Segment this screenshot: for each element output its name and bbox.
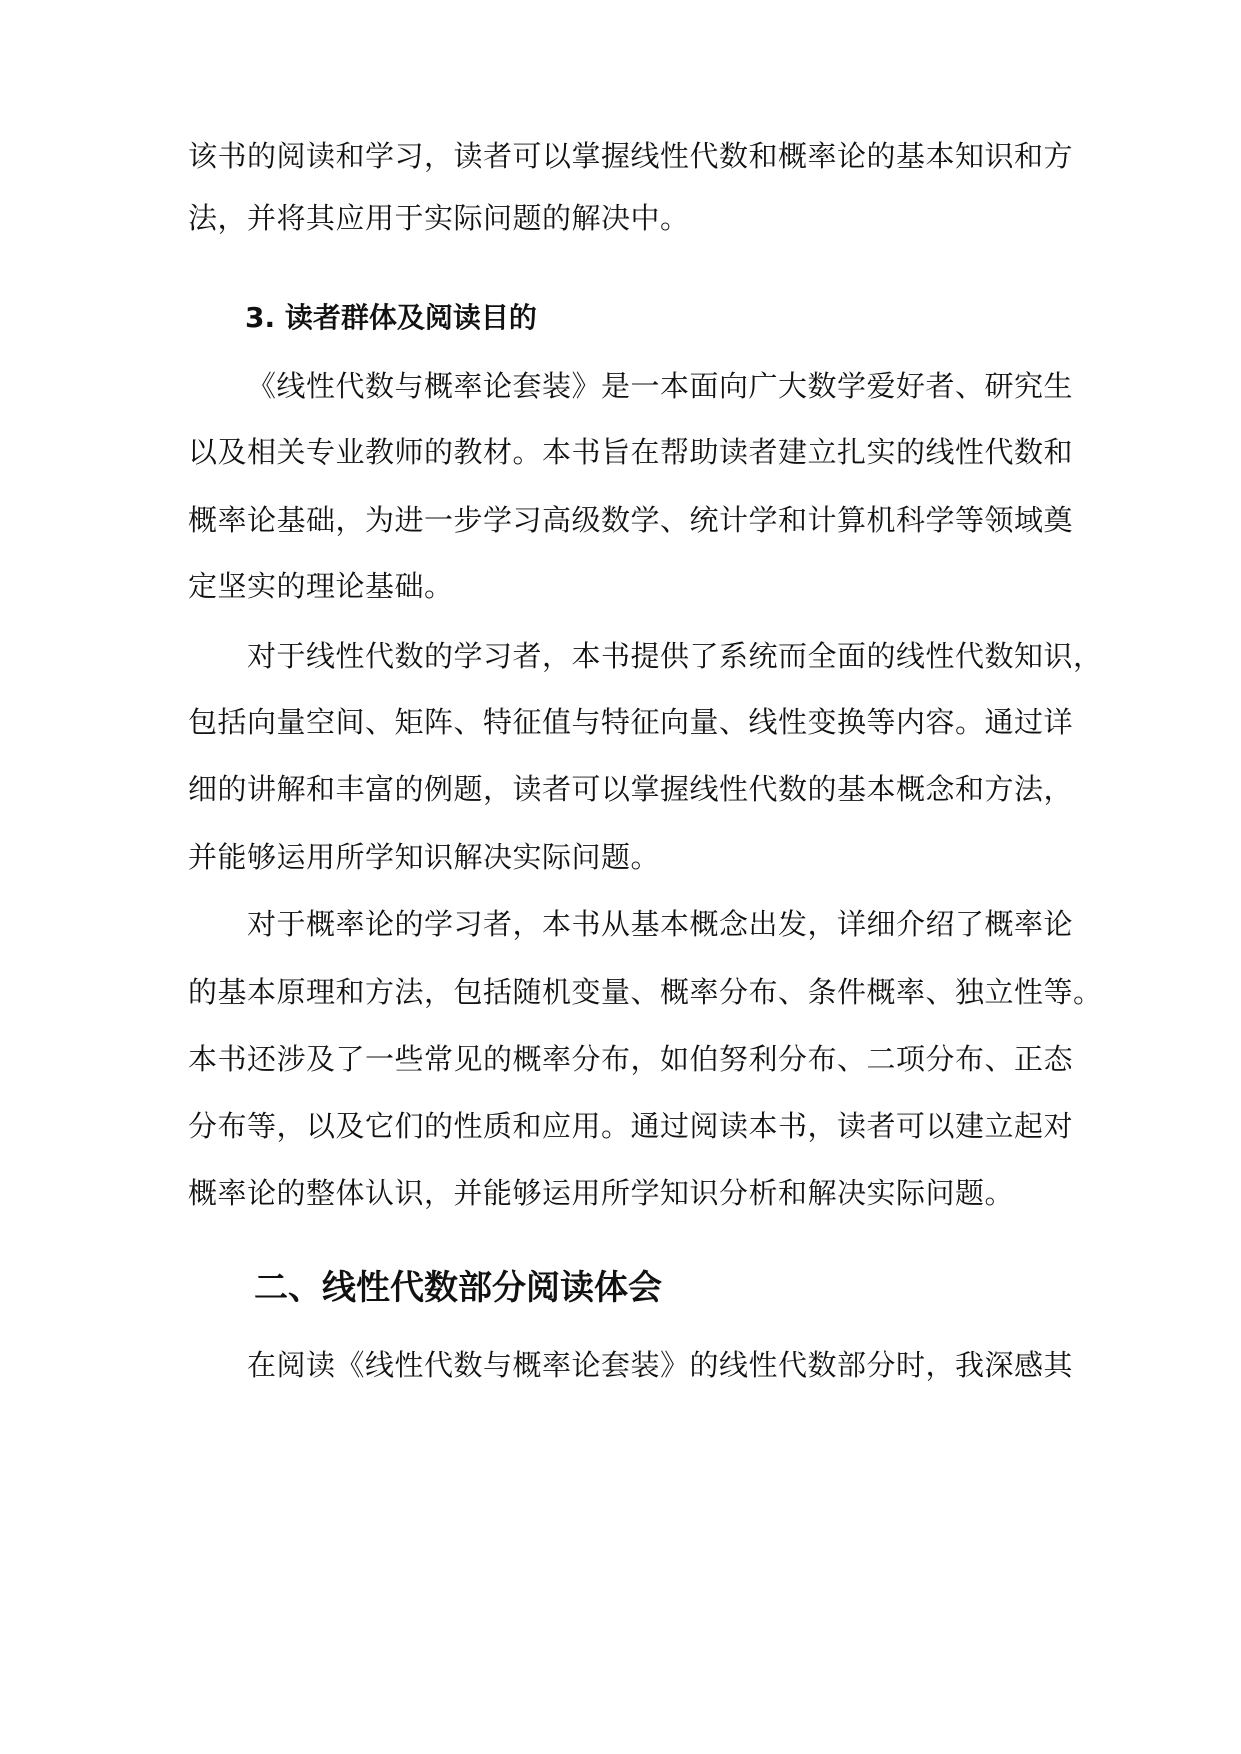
paragraph-2-line-2: 包括向量空间、矩阵、特征值与特征向量、线性变换等内容。通过详: [188, 705, 1074, 739]
paragraph-1-line-4: 定坚实的理论基础。: [188, 569, 454, 603]
paragraph-1-line-2: 以及相关专业教师的教材。本书旨在帮助读者建立扎实的线性代数和: [188, 435, 1074, 469]
paragraph-3-line-4: 分布等，以及它们的性质和应用。通过阅读本书，读者可以建立起对: [188, 1109, 1074, 1143]
paragraph-3-line-2: 的基本原理和方法，包括随机变量、概率分布、条件概率、独立性等。: [188, 975, 1103, 1009]
paragraph-3-line-3: 本书还涉及了一些常见的概率分布，如伯努利分布、二项分布、正态: [188, 1042, 1074, 1076]
paragraph-2-line-1: 对于线性代数的学习者，本书提供了系统而全面的线性代数知识，: [247, 639, 1103, 673]
paragraph-3-line-1: 对于概率论的学习者，本书从基本概念出发，详细介绍了概率论: [247, 907, 1074, 941]
paragraph-4-line-1: 在阅读《线性代数与概率论套装》的线性代数部分时，我深感其: [247, 1348, 1074, 1382]
paragraph-1-line-1: 《线性代数与概率论套装》是一本面向广大数学爱好者、研究生: [247, 369, 1074, 403]
paragraph-2-line-3: 细的讲解和丰富的例题，读者可以掌握线性代数的基本概念和方法，: [188, 772, 1074, 806]
paragraph-2-line-4: 并能够运用所学知识解决实际问题。: [188, 840, 661, 874]
paragraph-3-line-5: 概率论的整体认识，并能够运用所学知识分析和解决实际问题。: [188, 1176, 1015, 1210]
paragraph-1-line-3: 概率论基础，为进一步学习高级数学、统计学和计算机科学等领域奠: [188, 503, 1074, 537]
intro-line-2: 法，并将其应用于实际问题的解决中。: [188, 201, 690, 235]
section-2-heading: 二、线性代数部分阅读体会: [254, 1268, 662, 1308]
intro-line-1: 该书的阅读和学习，读者可以掌握线性代数和概率论的基本知识和方: [188, 139, 1074, 173]
section-3-heading: 3. 读者群体及阅读目的: [245, 301, 537, 334]
